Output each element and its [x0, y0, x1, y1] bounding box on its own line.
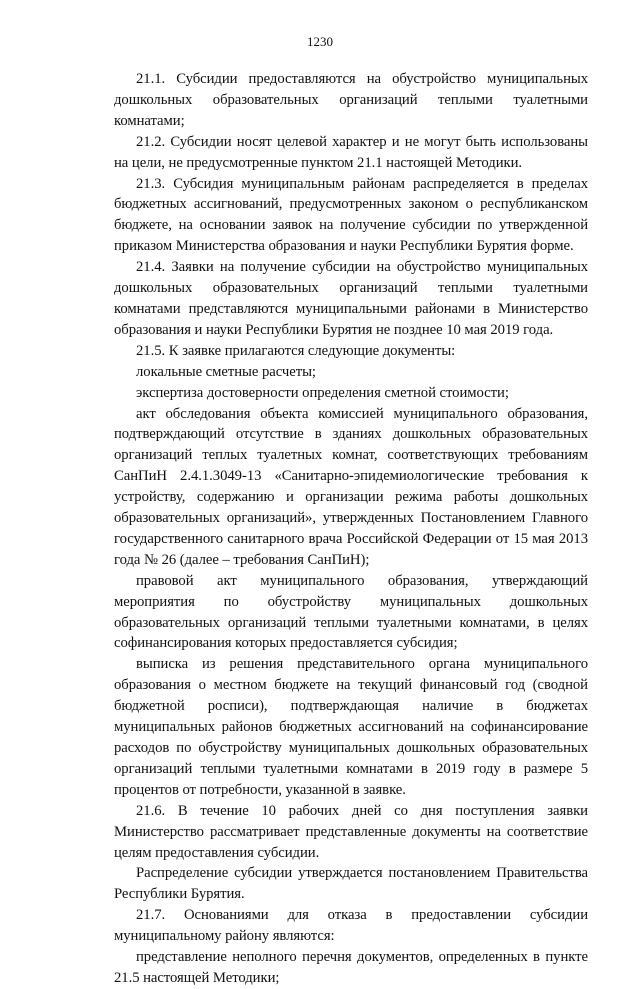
list-item-inspection-act: акт обследования объекта комиссией муниципального образования, подтверждающий отсутствие в зданиях дошкольных образовательных организаций теплых туалетных комнат, соответствующих требованиям СанПиН 2.4.1.3049-13 «Санитарно-эпидемиологические требования к устройству, содержанию и организации режима работы дошкольных образовательных организаций», утвержденных Постановлением Главного государственного санитарного врача Российской Федерации от 15 мая 2013 года № 26 (далее – требования СанПиН); — [114, 405, 588, 568]
paragraph-21-7: 21.7. Основаниями для отказа в предоставлении субсидии муниципальному району являются: — [114, 907, 588, 945]
paragraph-21-6: 21.6. В течение 10 рабочих дней со дня поступления заявки Министерство рассматривает представленные документы на соответствие целям предоставления субсидии. — [114, 802, 588, 861]
page-number: 1230 — [307, 34, 333, 49]
paragraph-21-4: 21.4. Заявки на получение субсидии на обустройство муниципальных дошкольных образовательных организаций теплыми туалетными комнатами представляются муниципальными районами в Министерство образования и науки Республики Бурятия не позднее 10 мая 2019 года. — [114, 259, 588, 338]
paragraph-21-5: 21.5. К заявке прилагаются следующие документы: — [136, 342, 456, 359]
paragraph-21-3: 21.3. Субсидия муниципальным районам распределяется в пределах бюджетных ассигнований, предусмотренных законом о республиканском бюджете, на основании заявок на получение субсидии по утвержденной приказом Министерства образования и науки Республики Бурятия форме. — [114, 175, 588, 255]
list-item-cost-estimates: локальные сметные расчеты; — [136, 363, 316, 380]
list-item-cost-expertise: экспертиза достоверности определения сметной стоимости; — [136, 384, 509, 401]
list-item-incomplete-documents: представление неполного перечня документов, определенных в пункте 21.5 настоящей Методики; — [114, 949, 588, 986]
paragraph-distribution: Распределение субсидии утверждается постановлением Правительства Республики Бурятия. — [114, 865, 588, 903]
list-item-budget-extract: выписка из решения представительного органа муниципального образования о местном бюджете на текущий финансовый год (сводной бюджетной росписи), подтверждающая наличие в бюджетах муниципальных районов бюджетных ассигнований на софинансирование расходов по обустройству муниципальных дошкольных образовательных организаций теплыми туалетными комнатами в 2019 году в размере 5 процентов от потребности, указанной в заявке. — [114, 656, 588, 798]
paragraph-21-2: 21.2. Субсидии носят целевой характер и не могут быть использованы на цели, не предусмотренные пунктом 21.1 настоящей Методики. — [114, 133, 588, 171]
list-item-legal-act: правовой акт муниципального образования, утверждающий мероприятия по обустройству муниципальных дошкольных образовательных организаций теплыми туалетными комнатами, в целях софинансирования которых предоставляется субсидия; — [114, 572, 588, 652]
document-body — [114, 69, 588, 989]
paragraph-21-1: 21.1. Субсидии предоставляются на обустройство муниципальных дошкольных образовательных организаций теплыми туалетными комнатами; — [114, 71, 588, 129]
